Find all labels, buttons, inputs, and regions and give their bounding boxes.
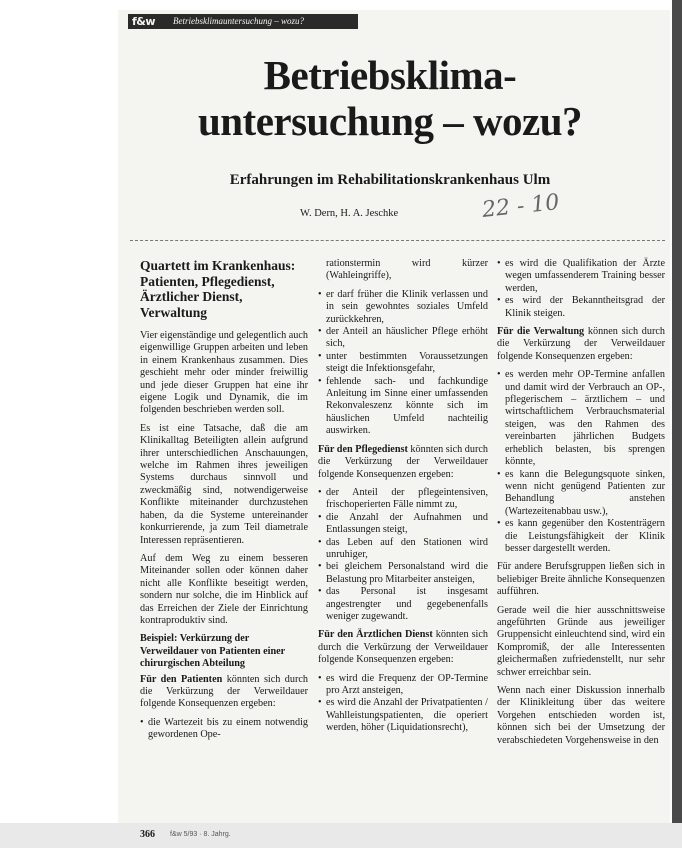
paragraph bbox=[140, 674, 308, 711]
running-title: Betriebsklimauntersuchung – wozu? bbox=[173, 16, 304, 26]
list-item: • es wird die Qualifikation der Ärzte wegen umfassenderem Training besser werden, bbox=[497, 258, 665, 295]
inline-text: können sich durch die Verkürzung der Verweildauer folgende Konsequenzen ergeben: bbox=[497, 326, 665, 362]
scan-bottom-margin bbox=[0, 823, 682, 848]
inline-bold: Für den Pflegedienst bbox=[318, 443, 408, 455]
title-line-1: Betriebsklima- bbox=[263, 52, 517, 98]
bullet-list bbox=[497, 258, 665, 320]
bullet-list bbox=[318, 289, 488, 438]
paragraph: Vier eigenständige und gelegentlich auch eigenwillige Gruppen arbeiten und leben in einem Krankenhaus zusammen. Dies geschieht mehr oder minder freiwillig und jede dieser Gruppen hat eine ihr eigene Logik und Dynamik, die im folgenden beschrieben werden soll. bbox=[140, 330, 308, 416]
inline-text: könnten sich durch die Verkürzung der Verweildauer folgende Konsequenzen ergeben: bbox=[318, 629, 489, 666]
paragraph bbox=[318, 629, 488, 666]
article-title bbox=[140, 52, 640, 144]
inline-bold: Für den Ärztlichen Dienst bbox=[318, 629, 433, 641]
list-item: • das Leben auf den Stationen wird unruhiger, bbox=[318, 537, 488, 562]
list-item: • es wird die Frequenz der OP-Termine pro Arzt ansteigen, bbox=[318, 673, 488, 698]
paragraph: Für andere Berufsgruppen ließen sich in beliebiger Breite ähnliche Konsequenzen aufführen. bbox=[497, 561, 665, 598]
footer-citation: f&w 5/93 · 8. Jahrg. bbox=[170, 831, 231, 838]
list-item: • es kann gegenüber den Kostenträgern die Leistungsfähigkeit der Klinik besser dargestellt werden. bbox=[497, 518, 665, 555]
paragraph bbox=[497, 326, 665, 363]
column-2 bbox=[318, 258, 488, 741]
title-line-2: untersuchung – wozu? bbox=[197, 98, 583, 144]
paragraph: Wenn nach einer Diskussion innerhalb der Klinikleitung über das weitere Vorgehen entschieden worden ist, können sich bei der Umsetzung der verabschiedeten Vorgehensweise in den bbox=[497, 685, 665, 746]
handwritten-note: 22 - 10 bbox=[480, 190, 561, 223]
list-item: • das Personal ist insgesamt angestrengter und gegebenenfalls weniger zugewandt. bbox=[318, 586, 488, 623]
list-item: • bei gleichem Personalstand wird die Belastung pro Mitarbeiter ansteigen, bbox=[318, 561, 488, 586]
bullet-list bbox=[318, 487, 488, 623]
divider-rule bbox=[130, 240, 665, 241]
list-item: • es werden mehr OP-Termine anfallen und damit wird der Verbrauch an OP-, pflegerischem – ärztlichem – und wirtschaftlichem Verbrauchsmaterial steigen, was den Rahmen des vereinbarten jährlichen Budgets erheblich belasten, bis sprengen könnte, bbox=[497, 369, 665, 468]
list-item: • es wird der Bekanntheitsgrad der Klinik steigen. bbox=[497, 295, 665, 320]
list-item: • fehlende sach- und fachkundige Anleitung im Sinne einer umfassenden Rekonvaleszenz könnte sich im häuslichen Umfeld nachteilig auswirken. bbox=[318, 376, 488, 438]
journal-logo: f&w bbox=[132, 15, 156, 28]
scan-edge-shadow bbox=[672, 0, 682, 848]
inline-bold: Für den Patienten bbox=[140, 673, 223, 685]
paragraph: Es ist eine Tatsache, daß die am Klinikalltag Beteiligten allein aufgrund ihrer unterschiedlichen Anschauungen, welche im Rahmen ihres jeweiligen Systems durchaus sinnvoll und zweckmäßig sind, notwendigerweise Konflikte miteinander durchzustehen haben, da die Systeme untereinander konkurrierende, ja zum Teil diametrale Interessen repräsentieren. bbox=[140, 422, 308, 546]
paragraph bbox=[318, 444, 488, 481]
bullet-list bbox=[497, 369, 665, 555]
list-item: • es kann die Belegungsquote sinken, wenn nicht genügend Patienten zur Behandlung anstehen (Wartezeitenabbau usw.), bbox=[497, 469, 665, 519]
example-heading: Beispiel: Verkürzung der Verweildauer von Patienten einer chirurgischen Abteilung bbox=[140, 633, 285, 670]
inline-text: könnten sich durch die Verkürzung der Verweildauer folgende Konsequenzen ergeben: bbox=[318, 443, 488, 480]
list-item: • die Wartezeit bis zu einem notwendig gewordenen Ope- bbox=[140, 717, 308, 742]
inline-bold: Für die Verwaltung bbox=[497, 326, 585, 338]
running-header bbox=[128, 14, 358, 29]
column-3 bbox=[497, 258, 665, 753]
list-item: rationstermin wird kürzer (Wahleingriffe), bbox=[326, 258, 488, 282]
list-item: • es wird die Anzahl der Privatpatienten / Wahlleistungspatienten, die operiert werden, höher (Liquidationsrecht), bbox=[318, 697, 488, 734]
section-heading: Quartett im Krankenhaus: Patienten, Pflegedienst, Ärztlicher Dienst, Verwaltung bbox=[140, 258, 296, 320]
bullet-list-continued bbox=[318, 258, 488, 283]
bullet-list bbox=[318, 673, 488, 735]
column-1 bbox=[140, 258, 308, 748]
list-item: • der Anteil an häuslicher Pflege erhöht sich, bbox=[318, 326, 488, 351]
list-item: • die Anzahl der Aufnahmen und Entlassungen steigt, bbox=[318, 512, 488, 537]
authors: W. Dern, H. A. Jeschke bbox=[300, 208, 399, 219]
paragraph: Auf dem Weg zu einem besseren Miteinander sollen oder können daher nicht alle Konflikte beseitigt werden, sondern nur solche, die im Hinblick auf das Erreichen der Ziele der Einrichtung kontraproduktiv sind. bbox=[140, 552, 308, 626]
list-item: • der Anteil der pflegeintensiven, frischoperierten Fälle nimmt zu, bbox=[318, 487, 488, 512]
bullet-list bbox=[140, 717, 308, 742]
inline-text: könnten sich durch die Verkürzung der Verweildauer folgende Konsequenzen ergeben: bbox=[140, 673, 308, 710]
paragraph: Gerade weil die hier ausschnittsweise angeführten Gründe aus jeweiliger Gruppensicht einleuchtend sind, wird ein Kompromiß, der alle Interessenten gleichermaßen zufriedenstellt, nur sehr schwer erreichbar sein. bbox=[497, 604, 665, 678]
article-subtitle: Erfahrungen im Rehabilitationskrankenhaus Ulm bbox=[229, 172, 551, 188]
list-item: • er darf früher die Klinik verlassen und in sein gewohntes soziales Umfeld zurückkehren, bbox=[318, 289, 488, 326]
list-item: • unter bestimmten Voraussetzungen steigt die Infektionsgefahr, bbox=[318, 351, 488, 376]
page-number: 366 bbox=[140, 829, 155, 840]
